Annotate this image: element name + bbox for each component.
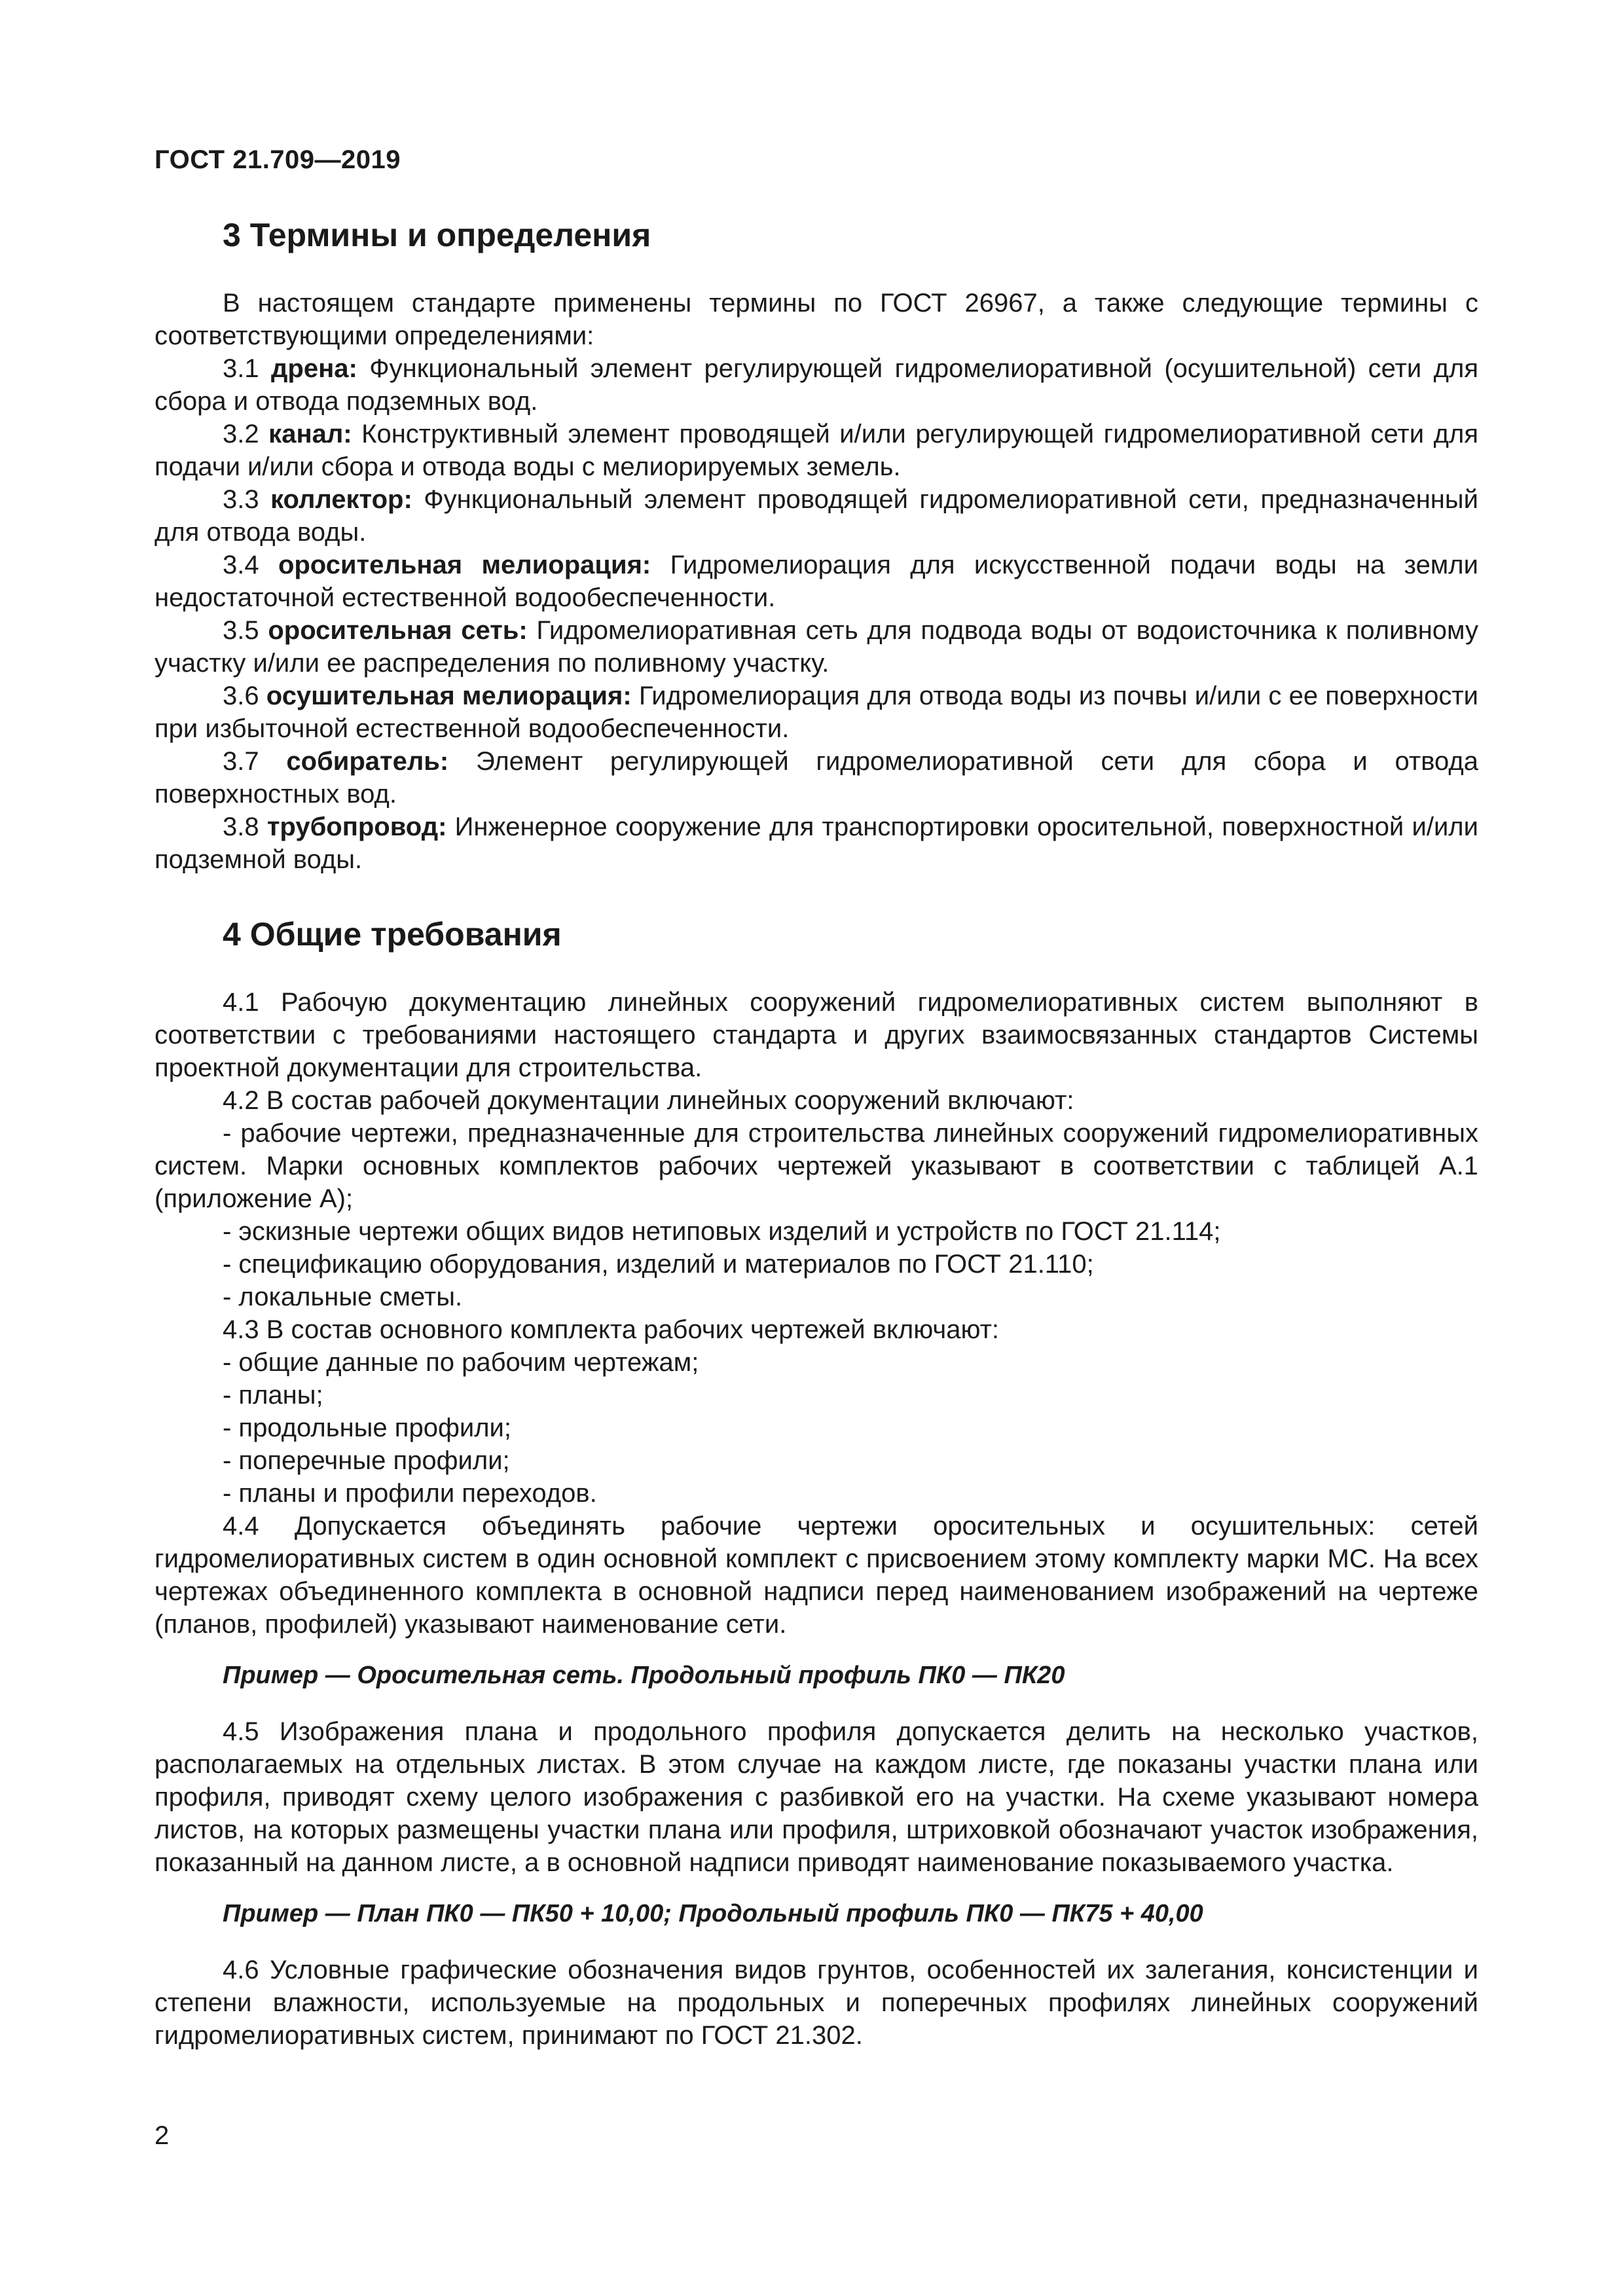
list-item: - продольные профили; — [223, 1413, 511, 1442]
section-3-title: 3 Термины и определения — [223, 217, 651, 253]
section-4-title: 4 Общие требования — [223, 916, 562, 953]
term-name: канал: — [268, 420, 352, 448]
term-number: 3.4 — [223, 551, 259, 579]
paragraph-4-2: 4.2 В состав рабочей документации линейных сооружений включают: — [223, 1086, 1074, 1115]
term-definition: Гидромелиоративная сеть для подвода воды от водоисточника к поливному участку и/или ее распределения по поливному участку. — [155, 616, 1478, 678]
paragraph-4-6: 4.6 Условные графические обозначения видов грунтов, особенностей их залегания, консистенции и степени влажности, используемые на продольных и поперечных профилях линейных сооружений гидромелиоративных систем, принимают по ГОСТ 21.302. — [155, 1956, 1478, 2050]
term-definition: Инженерное сооружение для транспортировки оросительной, поверхностной и/или подземной воды. — [155, 812, 1478, 874]
term-3-7 — [155, 745, 1478, 811]
list-item: - планы; — [223, 1381, 323, 1410]
list-item: - общие данные по рабочим чертежам; — [223, 1348, 699, 1377]
paragraph-4-1: 4.1 Рабочую документацию линейных сооружений гидромелиоративных систем выполняют в соответствии с требованиями настоящего стандарта и других взаимосвязанных стандартов Системы проектной документации для строительства. — [155, 988, 1478, 1082]
term-3-6 — [155, 680, 1478, 745]
paragraph-4-5: 4.5 Изображения плана и продольного профиля допускается делить на несколько участков, располагаемых на отдельных листах. В этом случае на каждом листе, где показаны участки плана или профиля, приводят схему целого изображения с разбивкой его на участки. На схеме указывают номера листов, на которых размещены участки плана или профиля, штриховкой обозначают участок изображения, показанный на данном листе, а в основной надписи приводят наименование показываемого участка. — [155, 1717, 1478, 1877]
term-name: дрена: — [271, 354, 357, 383]
term-name: осушительная мелиорация: — [266, 682, 632, 710]
term-definition: Элемент регулирующей гидромелиоративной сети для сбора и отвода поверхностных вод. — [155, 747, 1478, 809]
page-number: 2 — [155, 2121, 170, 2150]
list-item: - рабочие чертежи, предназначенные для строительства линейных сооружений гидромелиоративных систем. Марки основных комплектов рабочих чертежей указывают в соответствии с таблицей А.1 (приложение А); — [155, 1119, 1478, 1213]
list-item: - эскизные чертежи общих видов нетиповых изделий и устройств по ГОСТ 21.114; — [223, 1217, 1221, 1246]
term-3-8 — [155, 811, 1478, 876]
section-3-intro: В настоящем стандарте применены термины по ГОСТ 26967, а также следующие термины с соответствующими определениями: — [155, 289, 1478, 350]
term-3-4 — [155, 549, 1478, 614]
term-number: 3.3 — [223, 485, 259, 514]
example-4-5: Пример — План ПК0 — ПК50 + 10,00; Продольный профиль ПК0 — ПК75 + 40,00 — [223, 1900, 1203, 1927]
term-number: 3.1 — [223, 354, 259, 383]
example-4-4: Пример — Оросительная сеть. Продольный профиль ПК0 — ПК20 — [223, 1662, 1065, 1689]
term-number: 3.7 — [223, 747, 259, 776]
term-definition: Функциональный элемент регулирующей гидромелиоративной (осушительной) сети для сбора и отвода подземных вод. — [155, 354, 1478, 416]
term-number: 3.5 — [223, 616, 259, 645]
term-name: оросительная мелиорация: — [278, 551, 651, 579]
term-name: коллектор: — [270, 485, 412, 514]
term-definition: Функциональный элемент проводящей гидромелиоративной сети, предназначенный для отвода воды. — [155, 485, 1478, 547]
term-name: оросительная сеть: — [268, 616, 528, 645]
list-item: - планы и профили переходов. — [223, 1479, 597, 1508]
document-id-header: ГОСТ 21.709—2019 — [155, 145, 401, 174]
term-number: 3.8 — [223, 812, 259, 841]
list-item: - локальные сметы. — [223, 1283, 463, 1311]
term-name: трубопровод: — [266, 812, 447, 841]
term-3-3 — [155, 483, 1478, 549]
term-number: 3.6 — [223, 682, 259, 710]
paragraph-4-4: 4.4 Допускается объединять рабочие чертежи оросительных и осушительных: сетей гидромелиоративных систем в один основной комплект с присвоением этому комплекту марки МС. На всех чертежах объединенного комплекта в основной надписи перед наименованием изображений на чертеже (планов, профилей) указывают наименование сети. — [155, 1512, 1478, 1639]
term-definition: Гидромелиорация для отвода воды из почвы и/или с ее поверхности при избыточной естественной водообеспеченности. — [155, 682, 1478, 743]
term-3-2 — [155, 418, 1478, 483]
term-number: 3.2 — [223, 420, 259, 448]
term-name: собиратель: — [286, 747, 449, 776]
paragraph-4-3: 4.3 В состав основного комплекта рабочих чертежей включают: — [223, 1315, 999, 1344]
term-definition: Гидромелиорация для искусственной подачи воды на земли недостаточной естественной водообеспеченности. — [155, 551, 1478, 612]
list-item: - поперечные профили; — [223, 1446, 510, 1475]
term-3-1 — [155, 352, 1478, 418]
term-3-5 — [155, 614, 1478, 680]
term-definition: Конструктивный элемент проводящей и/или регулирующей гидромелиоративной сети для подачи и/или сбора и отвода воды с мелиорируемых земель. — [155, 420, 1478, 481]
page-content — [155, 216, 1478, 2052]
list-item: - спецификацию оборудования, изделий и материалов по ГОСТ 21.110; — [223, 1250, 1094, 1279]
